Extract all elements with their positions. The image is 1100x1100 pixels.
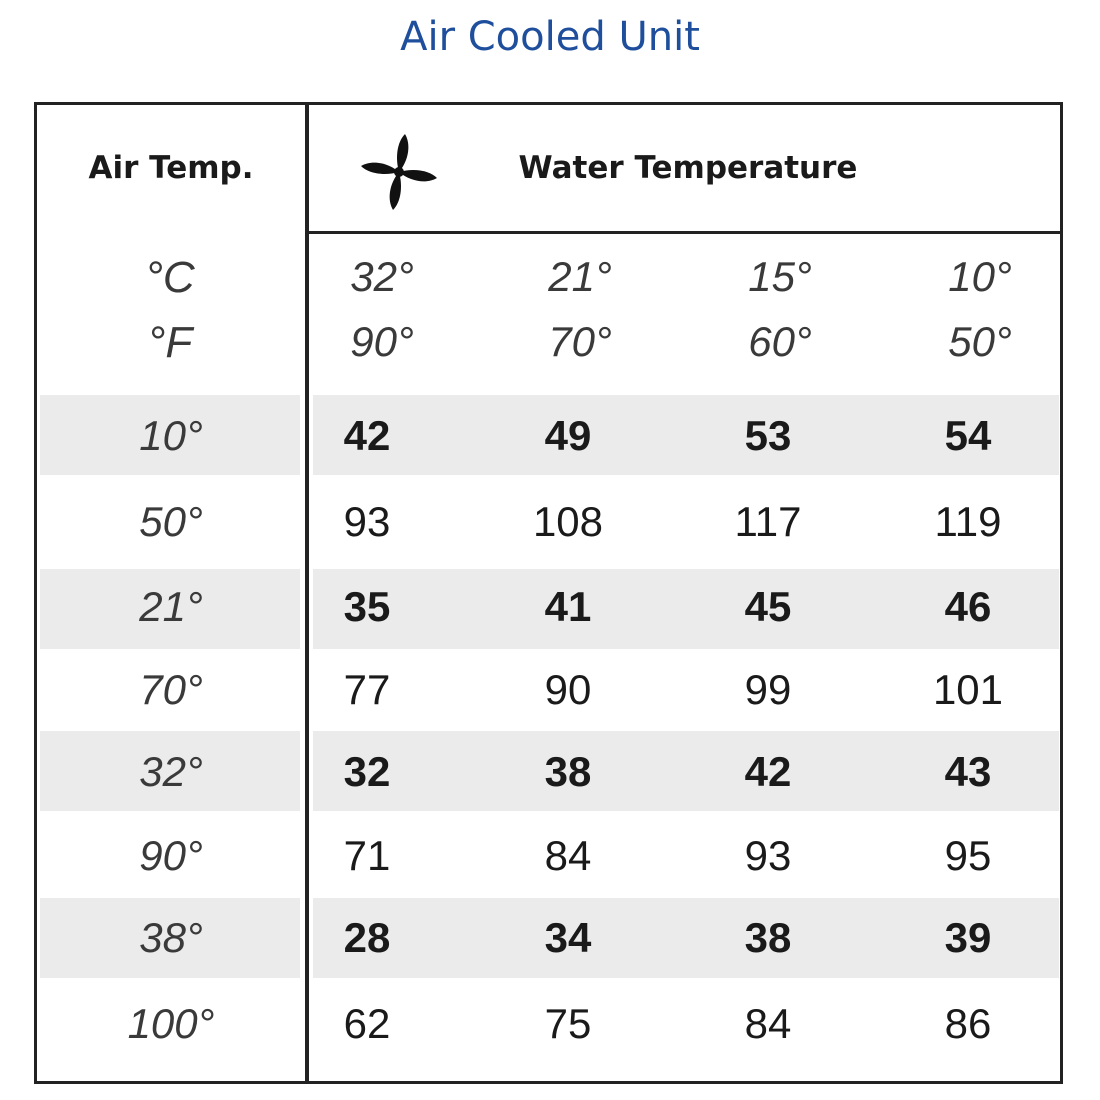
row-label: 70° — [139, 666, 203, 713]
table-cell: 95 — [944, 832, 992, 879]
table-cell: 41 — [544, 583, 592, 630]
table-cell: 53 — [744, 412, 792, 459]
table-cell: 38 — [544, 748, 592, 795]
water-col-c: 21° — [548, 253, 612, 300]
header-divider — [309, 231, 1063, 234]
water-temp-header: Water Temperature — [518, 150, 858, 186]
table-cell: 119 — [934, 498, 1002, 545]
table-cell: 75 — [544, 1000, 592, 1047]
row-label: 10° — [139, 412, 203, 459]
row-label: 32° — [139, 748, 203, 795]
row-label: 38° — [139, 914, 203, 961]
row-label: 100° — [127, 1000, 215, 1047]
water-col-c: 32° — [350, 253, 414, 300]
table-cell: 32 — [343, 748, 391, 795]
row-label: 21° — [139, 583, 203, 630]
table-cell: 93 — [744, 832, 792, 879]
table-cell: 101 — [932, 666, 1004, 713]
table-cell: 42 — [343, 412, 391, 459]
air-temp-header: Air Temp. — [88, 150, 254, 186]
table-cell: 42 — [744, 748, 792, 795]
water-col-f: 90° — [350, 318, 414, 365]
table-cell: 35 — [343, 583, 391, 630]
table-cell: 84 — [744, 1000, 792, 1047]
page-title: Air Cooled Unit — [400, 14, 700, 60]
row-label: 50° — [139, 498, 203, 545]
table-cell: 38 — [744, 914, 792, 961]
table-cell: 45 — [744, 583, 792, 630]
table-cell: 90 — [544, 666, 592, 713]
table-cell: 34 — [544, 914, 592, 961]
table-cell: 93 — [343, 498, 391, 545]
unit-fahrenheit: °F — [147, 318, 193, 367]
water-col-c: 10° — [948, 253, 1012, 300]
table-cell: 39 — [944, 914, 992, 961]
table-cell: 84 — [544, 832, 592, 879]
table-cell: 62 — [343, 1000, 391, 1047]
water-col-f: 50° — [948, 318, 1012, 365]
table-cell: 28 — [343, 914, 391, 961]
unit-celsius: °C — [145, 253, 195, 302]
table-cell: 46 — [944, 583, 992, 630]
table-cell: 117 — [734, 498, 802, 545]
water-col-f: 70° — [548, 318, 612, 365]
table-cell: 108 — [532, 498, 604, 545]
water-col-c: 15° — [748, 253, 812, 300]
table-cell: 99 — [744, 666, 792, 713]
table-cell: 71 — [343, 832, 391, 879]
table-cell: 49 — [544, 412, 592, 459]
table-cell: 86 — [944, 1000, 992, 1047]
water-col-f: 60° — [748, 318, 812, 365]
table-cell: 54 — [944, 412, 992, 459]
row-label: 90° — [139, 832, 203, 879]
table-cell: 43 — [944, 748, 992, 795]
fan-icon — [357, 132, 441, 212]
table-cell: 77 — [343, 666, 391, 713]
